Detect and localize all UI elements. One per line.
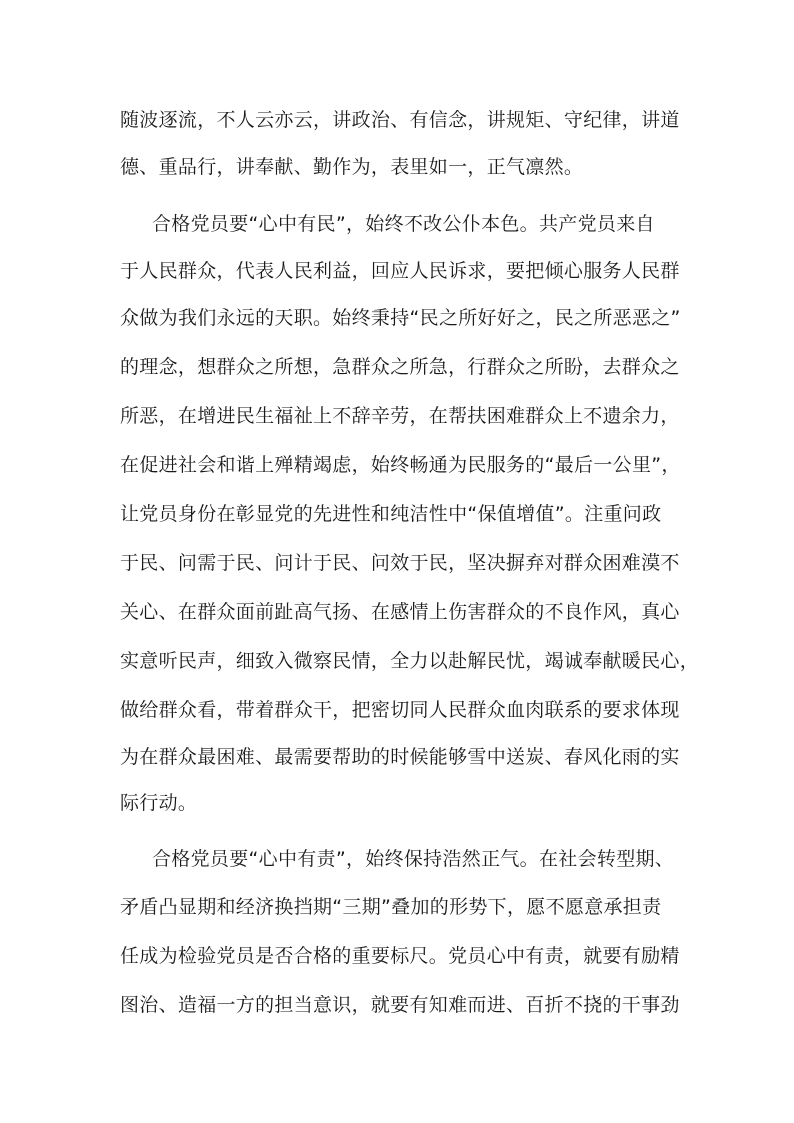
text-line: 德、重品行，讲奉献、勤作为，表里如一，正气凛然。 <box>120 156 584 178</box>
text-line: 在促进社会和谐上殚精竭虑，始终畅通为民服务的“最后一公里”， <box>120 454 681 476</box>
text-line: 所恶，在增进民生福祉上不辞辛劳，在帮扶困难群众上不遗余力， <box>120 405 680 427</box>
text-line: 让党员身份在彰显党的先进性和纯洁性中“保值增值”。注重问政 <box>120 503 662 525</box>
paragraph-start-line: 合格党员要“心中有责”，始终保持浩然正气。在社会转型期、 <box>152 848 675 870</box>
text-line: 实意听民声，细致入微察民情，全力以赴解民忧，竭诚奉献暖民心， <box>120 650 700 672</box>
paragraph-start-line: 合格党员要“心中有民”，始终不改公仆本色。共产党员来自 <box>152 213 655 235</box>
text-line: 际行动。 <box>120 792 198 814</box>
text-line: 为在群众最困难、最需要帮助的时候能够雪中送炭、春风化雨的实 <box>120 746 680 768</box>
text-line: 矛盾凸显期和经济换挡期“三期”叠加的形势下，愿不愿意承担责 <box>120 896 662 918</box>
text-line: 的理念，想群众之所想，急群众之所急，行群众之所盼，去群众之 <box>120 356 680 378</box>
text-line: 随波逐流，不人云亦云，讲政治、有信念，讲规矩、守纪律，讲道 <box>120 109 680 131</box>
text-line: 做给群众看，带着群众干，把密切同人民群众血肉联系的要求体现 <box>120 699 680 721</box>
text-line: 图治、造福一方的担当意识，就要有知难而进、百折不挠的干事劲 <box>120 994 680 1016</box>
text-line: 关心、在群众面前趾高气扬、在感情上伤害群众的不良作风，真心 <box>120 601 680 623</box>
text-line: 于人民群众，代表人民利益，回应人民诉求，要把倾心服务人民群 <box>120 260 680 282</box>
text-line: 任成为检验党员是否合格的重要标尺。党员心中有责，就要有励精 <box>120 945 680 967</box>
text-line: 众做为我们永远的天职。始终秉持“民之所好好之，民之所恶恶之” <box>120 307 681 329</box>
text-line: 于民、问需于民、问计于民、问效于民，坚决摒弃对群众困难漠不 <box>120 552 680 574</box>
